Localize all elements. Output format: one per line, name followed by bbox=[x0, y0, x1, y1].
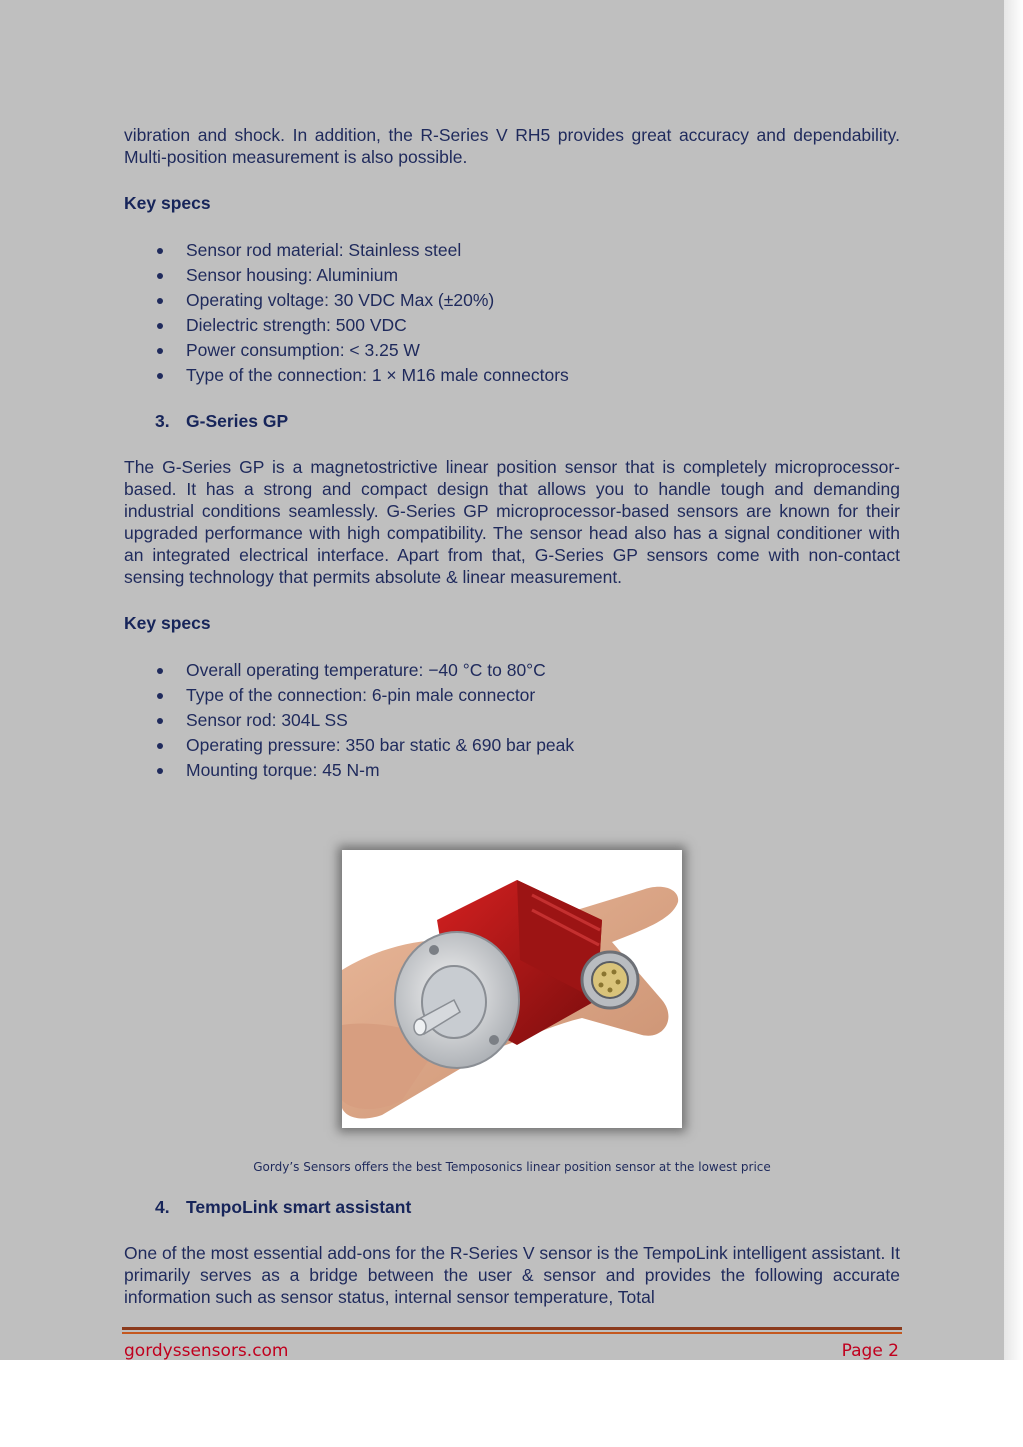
list-item: Sensor housing: Aluminium bbox=[124, 263, 900, 288]
list-item: Sensor rod material: Stainless steel bbox=[124, 238, 900, 263]
footer-divider bbox=[122, 1327, 902, 1330]
gp-spec-list bbox=[124, 658, 900, 783]
list-item: Mounting torque: 45 N-m bbox=[124, 758, 900, 783]
section-number: 3. bbox=[155, 411, 170, 431]
list-item: Operating voltage: 30 VDC Max (±20%) bbox=[124, 288, 900, 313]
tempolink-paragraph: One of the most essential add-ons for the R-Series V sensor is the TempoLink intelligent assistant. It primarily serves as a bridge between the user & sensor and provides the following accurate information such as sensor status, internal sensor temperature, Total bbox=[124, 1243, 900, 1307]
list-item: Type of the connection: 6-pin male connector bbox=[124, 683, 900, 708]
rh5-spec-list bbox=[124, 238, 900, 388]
tempolink-section bbox=[124, 1196, 900, 1308]
footer-divider-accent bbox=[122, 1332, 902, 1334]
footer-page-number: Page 2 bbox=[841, 1341, 899, 1361]
figure-caption: Gordy’s Sensors offers the best Temposonics linear position sensor at the lowest price bbox=[253, 1160, 771, 1174]
section-heading-gp bbox=[124, 410, 900, 432]
key-specs-heading: Key specs bbox=[124, 193, 211, 213]
key-specs-heading: Key specs bbox=[124, 613, 211, 633]
section-number: 4. bbox=[155, 1197, 170, 1217]
gp-paragraph: The G-Series GP is a magnetostrictive linear position sensor that is completely microprocessor-based. It has a strong and compact design that allows you to handle tough and demanding industrial conditions seamlessly. G-Series GP microprocessor-based sensors are known for their upgraded performance with high compatibility. The sensor head also has a signal conditioner with an integrated electrical interface. Apart from that, G-Series GP sensors come with non-contact sensing technology that permits absolute & linear measurement. bbox=[124, 457, 900, 587]
page-edge bbox=[1004, 0, 1023, 1360]
encoder-in-hand-illustration bbox=[342, 850, 682, 1128]
list-item: Type of the connection: 1 × M16 male connectors bbox=[124, 363, 900, 388]
list-item: Operating pressure: 350 bar static & 690 bar peak bbox=[124, 733, 900, 758]
intro-paragraph: vibration and shock. In addition, the R-Series V RH5 provides great accuracy and dependability. Multi-position measurement is also possible. bbox=[124, 125, 900, 167]
list-item: Power consumption: < 3.25 W bbox=[124, 338, 900, 363]
footer-site-name: gordyssensors.com bbox=[124, 1341, 289, 1361]
list-item: Sensor rod: 304L SS bbox=[124, 708, 900, 733]
product-photo bbox=[342, 850, 682, 1128]
list-item: Overall operating temperature: −40 °C to 80°C bbox=[124, 658, 900, 683]
section-heading-tempolink bbox=[124, 1196, 900, 1218]
page-content bbox=[124, 124, 900, 783]
section-title: TempoLink smart assistant bbox=[186, 1197, 412, 1217]
section-title: G-Series GP bbox=[186, 411, 289, 431]
list-item: Dielectric strength: 500 VDC bbox=[124, 313, 900, 338]
